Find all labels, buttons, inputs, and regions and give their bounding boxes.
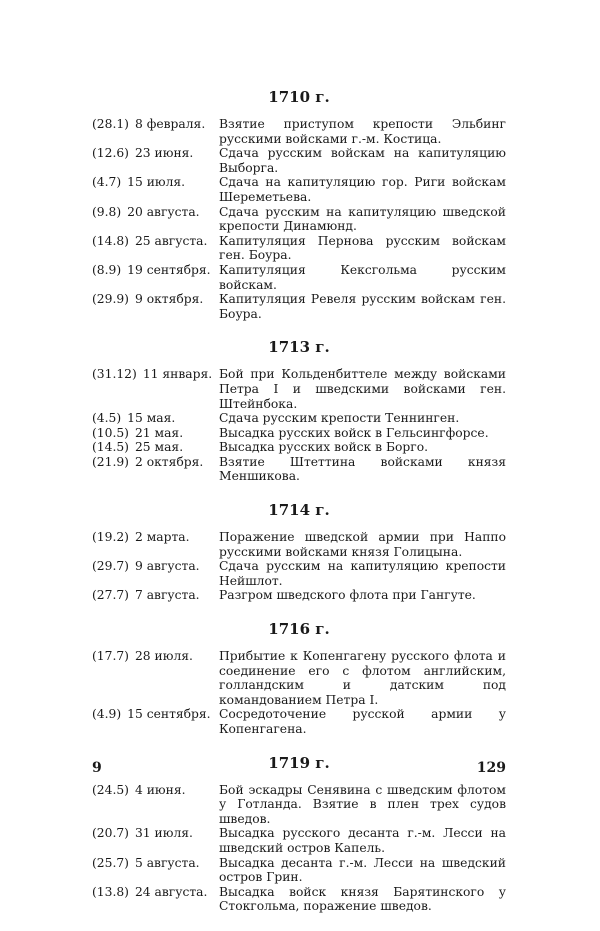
chronology-entry (92, 530, 506, 559)
new-style-date: 24 августа. (134, 884, 208, 899)
new-style-date: 2 октября. (134, 454, 204, 469)
chronology-entry (92, 885, 506, 914)
new-style-date: 28 июля. (134, 649, 193, 664)
chronology-entry (92, 411, 506, 426)
new-style-date: 21 мая. (134, 425, 184, 440)
entry-description: Сдача на капитуляцию гор. Риги войскам Шереметьева. (219, 175, 506, 204)
entry-date (92, 263, 219, 292)
old-style-date: (12.6) (92, 146, 129, 161)
chronology-entry (92, 367, 506, 411)
entry-description: Прибытие к Копенгагену русского флота и соединение его с флотом английским, голландским и датским под командованием Петра I. (219, 649, 506, 707)
entry-description: Сдача русским на капитуляцию крепости Нейшлот. (219, 559, 506, 588)
old-style-date: (29.7) (92, 559, 129, 574)
new-style-date: 2 марта. (134, 530, 190, 545)
old-style-date: (4.7) (92, 175, 122, 190)
old-style-date: (21.9) (92, 454, 129, 469)
entry-description: Высадка русских войск в Борго. (219, 440, 429, 455)
entry-date (92, 146, 219, 175)
year-heading: 1714 г. (268, 501, 330, 520)
entry-description: Поражение шведской армии при Наппо русскими войсками князя Голицына. (219, 530, 506, 559)
entry-description: Высадка десанта г.-м. Лесси на шведский остров Грин. (219, 855, 506, 885)
new-style-date: 8 февраля. (134, 117, 206, 131)
entry-date (92, 411, 219, 426)
entry-description: Высадка войск князя Барятинского у Стокгольма, поражение шведов. (219, 884, 506, 914)
chronology-entry (92, 205, 506, 234)
new-style-date: 15 мая. (127, 411, 176, 426)
chronology-entry (92, 263, 506, 292)
chronology-entry (92, 826, 506, 855)
chronology-entry (92, 783, 506, 827)
entry-date (92, 530, 219, 559)
chronology-entry (92, 175, 506, 204)
entry-description: Капитуляция Пернова русским войскам ген. Боура. (219, 233, 506, 263)
entry-description: Сосредоточение русской армии у Копенгагена. (219, 707, 506, 736)
old-style-date: (14.8) (92, 233, 129, 248)
entry-date (92, 783, 219, 827)
entry-description: Бой при Кольденбиттеле между войсками Петра I и шведскими войсками ген. Штейнбока. (219, 367, 506, 411)
entry-date (92, 707, 219, 736)
chronology-entry (92, 440, 506, 455)
entry-date (92, 234, 219, 263)
new-style-date: 9 августа. (134, 559, 200, 574)
entry-description: Высадка русского десанта г.-м. Лесси на шведский остров Капель. (219, 826, 506, 855)
year-heading: 1710 г. (268, 88, 330, 106)
old-style-date: (27.7) (92, 588, 129, 603)
old-style-date: (19.2) (92, 530, 129, 545)
new-style-date: 7 августа. (134, 588, 200, 603)
entry-description: Бой эскадры Сенявина с шведским флотом у Готланда. Взятие в плен трех судов шведов. (219, 782, 506, 826)
entry-date (92, 292, 219, 321)
entry-date (92, 649, 219, 707)
old-style-date: (28.1) (92, 117, 129, 131)
chronology-entry (92, 856, 506, 885)
new-style-date: 5 августа. (134, 855, 200, 870)
new-style-date: 11 января. (142, 367, 213, 382)
chronology-entry (92, 707, 506, 736)
new-style-date: 25 августа. (134, 233, 208, 248)
year-section (92, 501, 506, 603)
old-style-date: (13.8) (92, 884, 129, 899)
page-content (92, 88, 506, 931)
entry-description: Взятие приступом крепости Эльбинг русскими войсками г.-м. Костица. (219, 117, 506, 146)
old-style-date: (24.5) (92, 782, 129, 797)
chronology-entry (92, 559, 506, 588)
signature-mark: 9 (92, 760, 102, 776)
chronology-entry (92, 292, 506, 321)
chronology-entry (92, 455, 506, 484)
new-style-date: 4 июня. (134, 782, 186, 797)
old-style-date: (25.7) (92, 855, 129, 870)
chronology-entry (92, 649, 506, 707)
chronology-entry (92, 588, 506, 603)
old-style-date: (29.9) (92, 292, 129, 307)
entry-date (92, 117, 219, 146)
entry-description: Высадка русских войск в Гельсингфорсе. (219, 425, 489, 440)
page-footer (92, 760, 506, 776)
entry-date (92, 559, 219, 588)
new-style-date: 25 мая. (134, 440, 184, 455)
entry-description: Сдача русским на капитуляцию шведской крепости Динамюнд. (219, 204, 506, 234)
entry-date (92, 367, 219, 411)
entry-date (92, 440, 219, 455)
new-style-date: 15 сентября. (127, 707, 211, 722)
entry-date (92, 588, 219, 603)
new-style-date: 23 июня. (134, 146, 194, 161)
old-style-date: (8.9) (92, 262, 122, 277)
new-style-date: 19 сентября. (127, 262, 211, 277)
new-style-date: 15 июля. (127, 175, 186, 190)
entry-date (92, 205, 219, 234)
old-style-date: (4.9) (92, 707, 122, 722)
entry-description: Разгром шведского флота при Гангуте. (219, 588, 476, 603)
page-number: 129 (476, 760, 506, 776)
year-section (92, 754, 506, 914)
entry-description: Капитуляция Кексгольма русским войскам. (219, 262, 506, 292)
year-section (92, 338, 506, 484)
entry-date (92, 175, 219, 204)
old-style-date: (31.12) (92, 367, 137, 382)
year-heading: 1716 г. (268, 620, 330, 639)
old-style-date: (20.7) (92, 826, 129, 841)
old-style-date: (14.5) (92, 440, 129, 455)
chronology-entry (92, 234, 506, 263)
new-style-date: 31 июля. (134, 826, 193, 841)
year-heading: 1719 г. (268, 753, 330, 772)
old-style-date: (4.5) (92, 411, 122, 426)
entry-date (92, 826, 219, 855)
old-style-date: (10.5) (92, 425, 129, 440)
entry-description: Сдача русским войскам на капитуляцию Выборга. (219, 146, 506, 175)
year-heading: 1713 г. (268, 338, 330, 357)
entry-date (92, 455, 219, 484)
year-section (92, 620, 506, 737)
old-style-date: (9.8) (92, 204, 122, 219)
new-style-date: 20 августа. (127, 204, 200, 219)
chronology-entry (92, 426, 506, 441)
entry-date (92, 856, 219, 885)
entry-description: Капитуляция Ревеля русским войскам ген. Боура. (219, 292, 506, 321)
entry-description: Сдача русским крепости Теннинген. (219, 411, 460, 426)
entry-date (92, 885, 219, 914)
chronology-entry (92, 146, 506, 175)
new-style-date: 9 октября. (134, 292, 204, 307)
old-style-date: (17.7) (92, 649, 129, 664)
chronology-entry (92, 117, 506, 146)
entry-date (92, 426, 219, 441)
year-section (92, 88, 506, 321)
entry-description: Взятие Штеттина войсками князя Меншикова. (219, 454, 506, 484)
